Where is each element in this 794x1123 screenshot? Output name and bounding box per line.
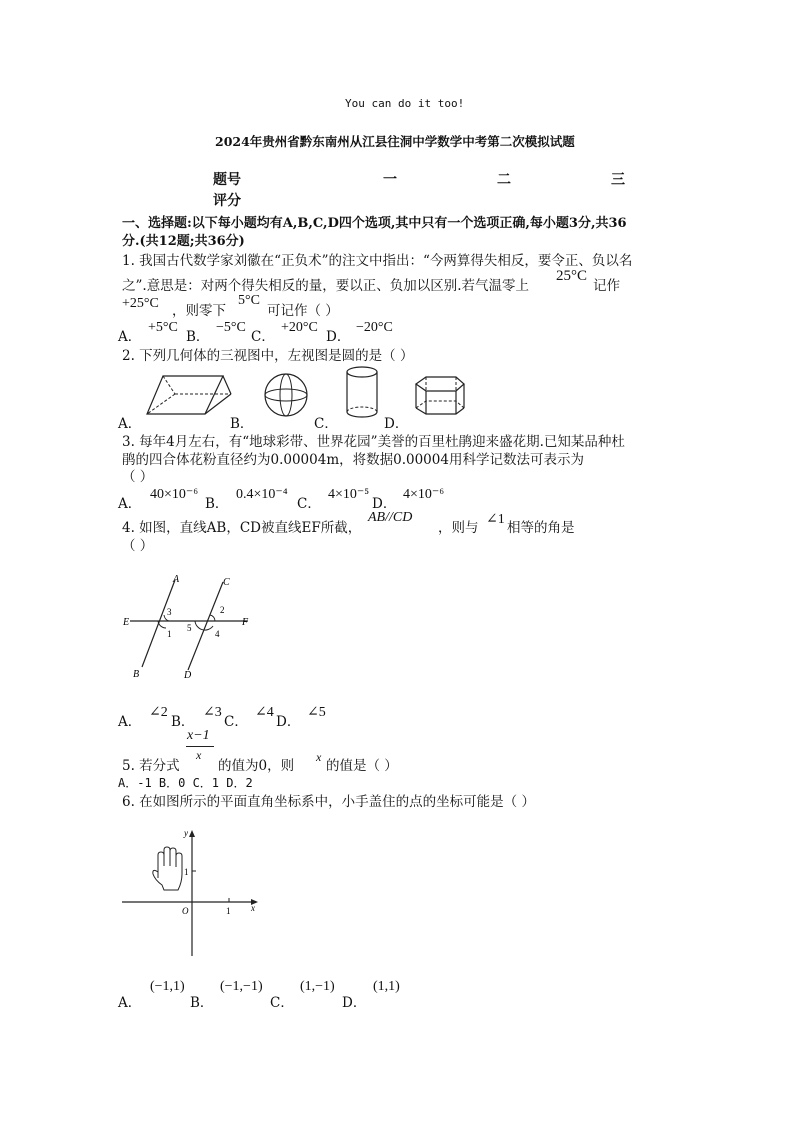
q1-option-a: +5°C bbox=[148, 320, 178, 335]
q6-option-a-letter: A． bbox=[118, 995, 142, 1011]
q2-option-c-letter: C． bbox=[314, 416, 338, 432]
q5-stem-b: 的值为0，则 bbox=[218, 758, 295, 774]
q4-line1a: 4. 如图，直线AB，CD被直线EF所截， bbox=[122, 520, 362, 536]
q1-option-c-letter: C． bbox=[251, 329, 275, 345]
sphere-figure bbox=[261, 372, 311, 418]
q4-line1b: ，则与 bbox=[438, 520, 479, 536]
q4-line1c: 相等的角是 bbox=[507, 520, 575, 536]
q6-option-d-letter: D． bbox=[342, 995, 367, 1011]
fig4-label-b: B bbox=[133, 669, 140, 680]
q5-var-x: x bbox=[316, 750, 322, 764]
q1-option-b-letter: B． bbox=[186, 329, 210, 345]
q5-options: A．-1 B．0 C．1 D．2 bbox=[118, 776, 253, 790]
q1-math-25c: 25°C bbox=[556, 268, 588, 284]
q5-fraction-denominator: x bbox=[196, 748, 202, 762]
section-heading-line2: 分.(共12题;共36分) bbox=[122, 234, 245, 249]
q3-option-a: 40×10⁻⁶ bbox=[150, 487, 199, 502]
q1-option-c: +20°C bbox=[281, 320, 318, 335]
hexagonal-prism-figure bbox=[412, 374, 468, 418]
fig6-x-label: x bbox=[251, 903, 255, 913]
q3-option-b-letter: B． bbox=[205, 496, 229, 512]
q3-line2: 鹃的四合体花粉直径约为0.00004m，将数据0.00004用科学记数法可表示为 bbox=[122, 452, 584, 468]
cylinder-figure bbox=[344, 364, 384, 422]
q2-option-b-letter: B． bbox=[230, 416, 254, 432]
q3-option-b: 0.4×10⁻⁴ bbox=[236, 487, 288, 502]
q6-option-d: (1,1) bbox=[373, 979, 400, 994]
q5-fraction-numerator: x−1 bbox=[187, 728, 210, 743]
score-row-label: 题号 bbox=[213, 172, 241, 188]
q3-option-d: 4×10⁻⁶ bbox=[403, 487, 445, 502]
q1-line2: 之”.意思是：对两个得失相反的量，要以正、负加以区别.若气温零上 bbox=[122, 278, 529, 294]
q3-option-d-letter: D． bbox=[372, 496, 397, 512]
q1-line1: 1. 我国古代数学家刘徽在“正负术”的注文中指出：“今两算得失相反，要令正、负以名 bbox=[122, 253, 633, 269]
q4-option-b-letter: B． bbox=[171, 714, 195, 730]
parallel-lines-figure bbox=[120, 570, 260, 685]
q4-line2: （ ） bbox=[122, 538, 154, 554]
q4-option-c-letter: C． bbox=[224, 714, 248, 730]
fig4-label-c: C bbox=[223, 577, 230, 588]
coordinate-plane-figure bbox=[118, 822, 268, 962]
q6-option-c-letter: C． bbox=[270, 995, 294, 1011]
q1-math-5c: 5°C bbox=[238, 293, 260, 308]
q3-line3: （ ） bbox=[122, 469, 154, 485]
fig6-y-label: y bbox=[184, 828, 188, 838]
q4-option-a: ∠2 bbox=[149, 705, 168, 720]
q6-option-c: (1,−1) bbox=[300, 979, 335, 994]
q3-option-a-letter: A． bbox=[118, 496, 142, 512]
page-title: 2024年贵州省黔东南州从江县往洞中学数学中考第二次模拟试题 bbox=[215, 134, 575, 149]
fig4-angle-2: 2 bbox=[220, 605, 225, 615]
q3-option-c-letter: C． bbox=[297, 496, 321, 512]
fig4-label-a: A bbox=[173, 574, 180, 585]
fig4-label-e: E bbox=[123, 617, 130, 628]
q2-option-d-letter: D． bbox=[384, 416, 409, 432]
q6-option-b: (−1,−1) bbox=[220, 979, 263, 994]
q6-option-a: (−1,1) bbox=[150, 979, 185, 994]
q1-option-b: −5°C bbox=[216, 320, 246, 335]
q4-math-parallel: AB//CD bbox=[368, 510, 413, 525]
fig4-angle-4: 4 bbox=[215, 629, 220, 639]
fig6-x-tick-1: 1 bbox=[226, 906, 231, 916]
section-heading-line1: 一、选择题:以下每小题均有A,B,C,D四个选项,其中只有一个选项正确,每小题3分,共36 bbox=[122, 216, 627, 231]
fig4-label-f: F bbox=[242, 617, 249, 628]
q1-option-d-letter: D． bbox=[326, 329, 351, 345]
hand-icon bbox=[153, 847, 182, 890]
q1-line3a: ，则零下 bbox=[172, 303, 226, 319]
q1-line3b: 可记作（ ） bbox=[267, 303, 339, 319]
q5-stem-c: 的值是（ ） bbox=[326, 758, 398, 774]
q5-stem-a: 5. 若分式 bbox=[122, 758, 180, 774]
q2-stem: 2. 下列几何体的三视图中，左视图是圆的是（ ） bbox=[122, 348, 414, 364]
q4-option-d: ∠5 bbox=[307, 705, 326, 720]
header-motto: You can do it too! bbox=[345, 97, 465, 110]
q4-option-c: ∠4 bbox=[255, 705, 274, 720]
score-row2-label: 评分 bbox=[213, 193, 241, 209]
q3-line1: 3. 每年4月左右，有“地球彩带、世界花园”美誉的百里杜鹃迎来盛花期.已知某品种杜 bbox=[122, 434, 625, 450]
q6-option-b-letter: B． bbox=[190, 995, 214, 1011]
q1-math-plus25c: +25°C bbox=[122, 296, 159, 311]
q4-option-d-letter: D． bbox=[276, 714, 301, 730]
fig4-angle-1: 1 bbox=[167, 629, 172, 639]
score-col-2: 二 bbox=[497, 172, 511, 188]
q4-option-a-letter: A． bbox=[118, 714, 142, 730]
fig6-y-tick-1: 1 bbox=[184, 867, 189, 877]
q1-option-d: −20°C bbox=[356, 320, 393, 335]
q6-stem: 6. 在如图所示的平面直角坐标系中，小手盖住的点的坐标可能是（ ） bbox=[122, 794, 535, 810]
score-col-3: 三 bbox=[611, 172, 625, 188]
fig6-origin-label: O bbox=[182, 906, 189, 916]
score-col-1: 一 bbox=[383, 172, 397, 188]
q4-option-b: ∠3 bbox=[203, 705, 222, 720]
fig4-label-d: D bbox=[184, 670, 192, 681]
q1-option-a-letter: A． bbox=[118, 329, 142, 345]
fig4-angle-3: 3 bbox=[167, 607, 172, 617]
q5-fraction-bar bbox=[186, 746, 214, 747]
q1-line2-end: 记作 bbox=[593, 278, 620, 294]
fig4-angle-5: 5 bbox=[187, 623, 192, 633]
q3-option-c: 4×10⁻⁵ bbox=[328, 487, 370, 502]
q2-option-a-letter: A． bbox=[118, 416, 142, 432]
triangular-prism-figure bbox=[145, 370, 235, 420]
q4-math-angle1: ∠1 bbox=[486, 512, 505, 527]
